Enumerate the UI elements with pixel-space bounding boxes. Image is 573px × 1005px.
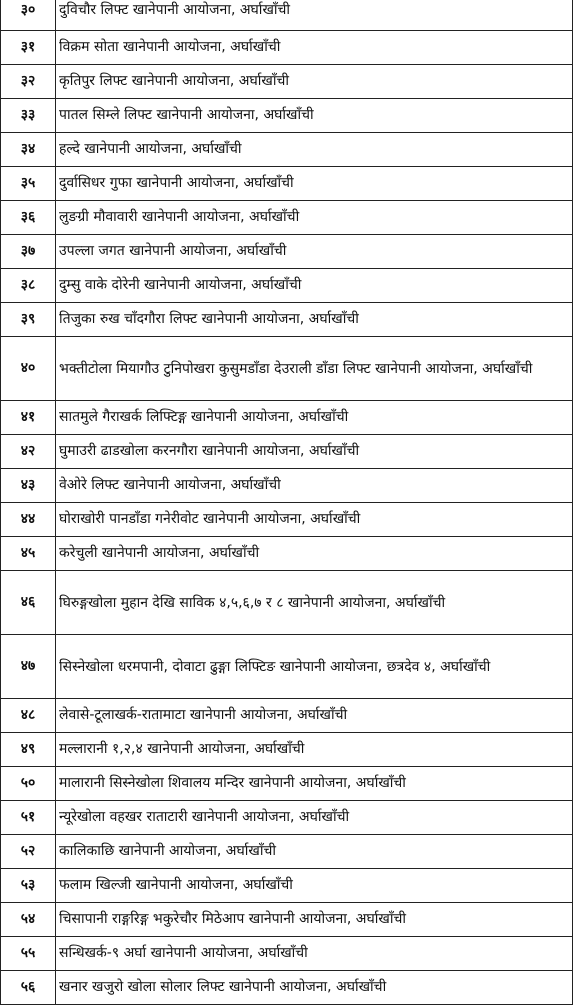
table-row <box>1 571 573 635</box>
row-number: ४७ <box>1 635 56 699</box>
table-row <box>1 635 573 699</box>
project-name: सातमुले गैराखर्क लिफ्टिङ्ग खानेपानी आयोजना, अर्घाखाँची <box>56 401 573 435</box>
project-name: लुङग्री मौवावारी खानेपानी आयोजना, अर्घाखाँची <box>56 201 573 235</box>
table-row <box>1 937 573 971</box>
table-row <box>1 401 573 435</box>
row-number: ५४ <box>1 903 56 937</box>
project-name: करेचुली खानेपानी आयोजना, अर्घाखाँची <box>56 537 573 571</box>
table-row <box>1 99 573 133</box>
row-number: ३७ <box>1 235 56 269</box>
table-row <box>1 133 573 167</box>
table-row <box>1 767 573 801</box>
row-number: ४५ <box>1 537 56 571</box>
table-row <box>1 65 573 99</box>
project-name: हल्दे खानेपानी आयोजना, अर्घाखाँची <box>56 133 573 167</box>
row-number: ४३ <box>1 469 56 503</box>
row-number: ५२ <box>1 835 56 869</box>
project-name: वेओरे लिफ्ट खानेपानी आयोजना, अर्घाखाँची <box>56 469 573 503</box>
table-row <box>1 903 573 937</box>
project-name: मालारानी सिस्नेखोला शिवालय मन्दिर खानेपानी आयोजना, अर्घाखाँची <box>56 767 573 801</box>
row-number: ४८ <box>1 699 56 733</box>
row-number: ४१ <box>1 401 56 435</box>
row-number: ३४ <box>1 133 56 167</box>
project-name: फलाम खिल्जी खानेपानी आयोजना, अर्घाखाँची <box>56 869 573 903</box>
row-number: ३५ <box>1 167 56 201</box>
row-number: ३१ <box>1 31 56 65</box>
row-number: ५० <box>1 767 56 801</box>
row-number: ५१ <box>1 801 56 835</box>
table-row <box>1 503 573 537</box>
table-row <box>1 201 573 235</box>
project-name: मल्लारानी १,२,४ खानेपानी आयोजना, अर्घाखाँची <box>56 733 573 767</box>
project-name: सिस्नेखोला धरमपानी, दोवाटा ढुङ्गा लिफ्टिङ खानेपानी आयोजना, छत्रदेव ४, अर्घाखाँची <box>56 635 573 699</box>
project-name: लेवासे-टूलाखर्क-रातामाटा खानेपानी आयोजना, अर्घाखाँची <box>56 699 573 733</box>
table-row <box>1 31 573 65</box>
project-name: खनार खजुरो खोला सोलार लिफ्ट खानेपानी आयोजना, अर्घाखाँची <box>56 971 573 1005</box>
table-row <box>1 167 573 201</box>
project-name: घिरुङ्गखोला मुहान देखि साविक ४,५,६,७ र ८ खानेपानी आयोजना, अर्घाखाँची <box>56 571 573 635</box>
row-number: ३२ <box>1 65 56 99</box>
row-number: ३८ <box>1 269 56 303</box>
table-row <box>1 0 573 31</box>
table-row <box>1 469 573 503</box>
row-number: ५५ <box>1 937 56 971</box>
row-number: ३६ <box>1 201 56 235</box>
project-name: चिसापानी राङ्गरिङ्ग भकुरेचौर मिठेआप खानेपानी आयोजना, अर्घाखाँची <box>56 903 573 937</box>
table-row <box>1 235 573 269</box>
project-name: तिजुका रुख चाँदगौरा लिफ्ट खानेपानी आयोजना, अर्घाखाँची <box>56 303 573 337</box>
project-name: घोराखोरी पानडाँडा गनेरीवोट खानेपानी आयोजना, अर्घाखाँची <box>56 503 573 537</box>
row-number: ४६ <box>1 571 56 635</box>
row-number: ४९ <box>1 733 56 767</box>
row-number: ३९ <box>1 303 56 337</box>
table-row <box>1 269 573 303</box>
table-row <box>1 835 573 869</box>
project-name: दुविचौर लिफ्ट खानेपानी आयोजना, अर्घाखाँची <box>56 0 573 31</box>
table-row <box>1 699 573 733</box>
row-number: ३३ <box>1 99 56 133</box>
table-row <box>1 801 573 835</box>
project-name: घुमाउरी ढाडखोला करनगौरा खानेपानी आयोजना, अर्घाखाँची <box>56 435 573 469</box>
project-name: पातल सिम्ले लिफ्ट खानेपानी आयोजना, अर्घाखाँची <box>56 99 573 133</box>
row-number: ५६ <box>1 971 56 1005</box>
project-name: सन्धिखर्क-९ अर्घा खानेपानी आयोजना, अर्घाखाँची <box>56 937 573 971</box>
table-row <box>1 337 573 401</box>
project-name: दुम्सु वाके दोरेनी खानेपानी आयोजना, अर्घाखाँची <box>56 269 573 303</box>
table-row <box>1 303 573 337</box>
table-row <box>1 869 573 903</box>
table-row <box>1 537 573 571</box>
row-number: ४४ <box>1 503 56 537</box>
project-name: न्यूरेखोला वहखर राताटारी खानेपानी आयोजना, अर्घाखाँची <box>56 801 573 835</box>
project-name: कृतिपुर लिफ्ट खानेपानी आयोजना, अर्घाखाँची <box>56 65 573 99</box>
project-name: कालिकाछि खानेपानी आयोजना, अर्घाखाँची <box>56 835 573 869</box>
row-number: ३० <box>1 0 56 31</box>
project-name: भक्तीटोला मियागौउ टुनिपोखरा कुसुमडाँडा देउराली डाँडा लिफ्ट खानेपानी आयोजना, अर्घाखाँची <box>56 337 573 401</box>
table-row <box>1 971 573 1005</box>
project-name: उपल्ला जगत खानेपानी आयोजना, अर्घाखाँची <box>56 235 573 269</box>
table-row <box>1 435 573 469</box>
row-number: ४० <box>1 337 56 401</box>
row-number: ५३ <box>1 869 56 903</box>
table-row <box>1 733 573 767</box>
project-name: विक्रम सोता खानेपानी आयोजना, अर्घाखाँची <box>56 31 573 65</box>
project-name: दुर्वासिधर गुफा खानेपानी आयोजना, अर्घाखाँची <box>56 167 573 201</box>
row-number: ४२ <box>1 435 56 469</box>
